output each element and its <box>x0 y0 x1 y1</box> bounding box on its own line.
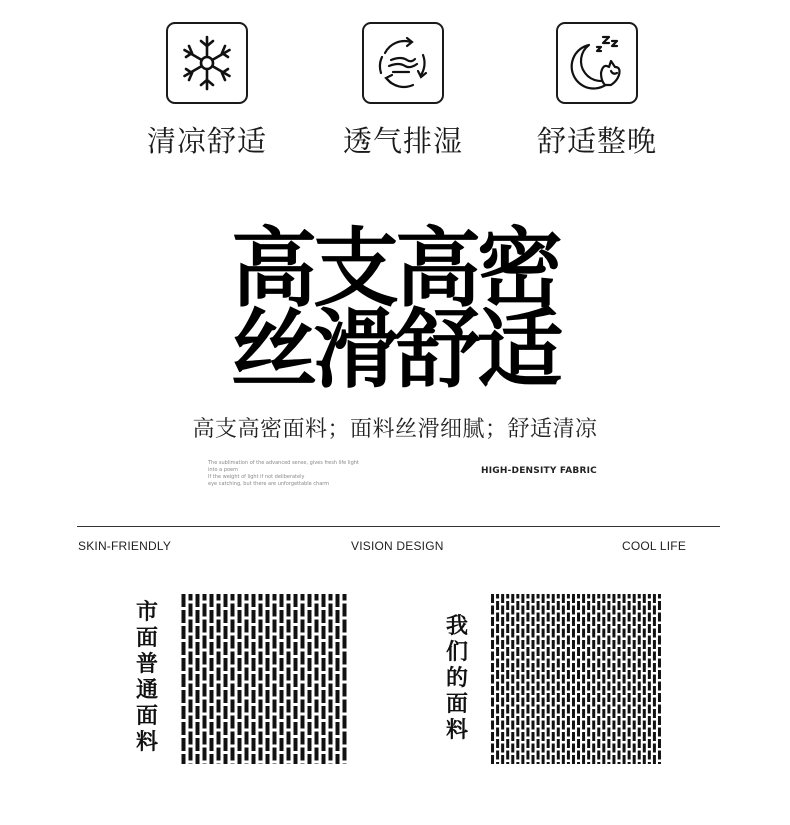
our-fabric-texture <box>490 594 662 764</box>
label-char: 的 <box>446 666 469 691</box>
feature-cooling <box>132 22 282 160</box>
subtitle: 高支高密面料；面料丝滑细腻；舒适清凉 <box>192 417 598 442</box>
tag-vision-design: VISION DESIGN <box>351 539 444 553</box>
label-char: 通 <box>136 678 159 703</box>
our-fabric-label <box>446 614 468 744</box>
label-char: 面 <box>446 692 469 717</box>
small-print-line: into a poem <box>208 467 238 473</box>
label-char: 料 <box>136 730 159 755</box>
divider <box>77 526 720 527</box>
headline-line-2: 丝滑舒适 <box>231 300 559 400</box>
label-char: 市 <box>136 600 159 625</box>
high-density-label: HIGH-DENSITY FABRIC <box>481 466 597 476</box>
label-char: 普 <box>136 652 159 677</box>
small-print-line: eye catching, but there are unforgettable charm <box>208 481 330 487</box>
feature-label: 舒适整晚 <box>536 124 657 158</box>
label-char: 面 <box>136 704 159 729</box>
label-char: 我 <box>446 614 469 639</box>
moon-sleep-icon <box>556 22 638 104</box>
label-char: 面 <box>136 626 159 651</box>
feature-label: 清凉舒适 <box>146 124 267 158</box>
ordinary-fabric-texture <box>180 594 348 764</box>
label-char: 们 <box>446 640 469 665</box>
ordinary-fabric-label <box>136 600 158 756</box>
airflow-cycle-icon <box>362 22 444 104</box>
headline-line-1: 高支高密 <box>231 219 559 319</box>
small-print <box>208 460 378 488</box>
small-print-line: The sublimation of the advanced sense, gives fresh life light <box>208 460 359 466</box>
label-char: 料 <box>446 718 469 743</box>
tag-skin-friendly: SKIN-FRIENDLY <box>78 539 172 553</box>
small-print-line: If the weight of light if not deliberately <box>208 474 305 480</box>
snowflake-icon <box>166 22 248 104</box>
feature-breathable <box>328 22 478 160</box>
feature-sleep <box>522 22 672 160</box>
feature-label: 透气排湿 <box>342 124 463 158</box>
tag-cool-life: COOL LIFE <box>622 539 687 553</box>
